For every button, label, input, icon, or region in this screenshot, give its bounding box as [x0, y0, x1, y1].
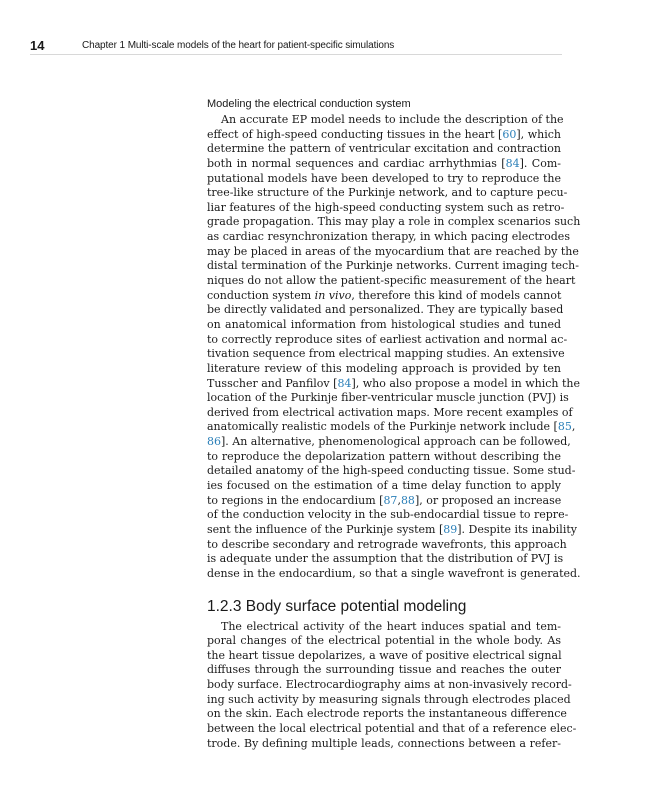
text-line: on the skin. Each electrode reports the instantaneous difference: [207, 707, 567, 721]
text-line: on anatomical information from histological studies and tuned: [207, 317, 561, 331]
text-line: between the local electrical potential and that of a reference elec-: [207, 721, 577, 735]
text-line: the heart tissue depolarizes, a wave of positive electrical signal: [207, 648, 562, 662]
text-line: poral changes of the electrical potential in the whole body. As: [207, 634, 561, 648]
text-line: 86]. An alternative, phenomenological approach can be followed,: [207, 435, 571, 449]
text-line: effect of high-speed conducting tissues in the heart [60], which: [207, 127, 561, 141]
text-line: Tusscher and Panfilov [84], who also propose a model in which the: [207, 376, 580, 390]
text-line: body surface. Electrocardiography aims at non-invasively record-: [207, 678, 572, 692]
text-line: ies focused on the estimation of a time delay function to apply: [207, 479, 561, 493]
text-line: to describe secondary and retrograde wavefronts, this approach: [207, 537, 567, 551]
text-line: niques do not allow the patient-specific measurement of the heart: [207, 274, 576, 288]
text-line: location of the Purkinje fiber-ventricular muscle junction (PVJ) is: [207, 391, 569, 405]
page-number: 14: [30, 38, 45, 53]
text-line: tree-like structure of the Purkinje network, and to capture pecu-: [207, 186, 568, 200]
text-line: detailed anatomy of the high-speed conducting tissue. Some stud-: [207, 464, 576, 478]
text-line: trode. By defining multiple leads, connections between a refer-: [207, 736, 561, 750]
text-line: literature review of this modeling approach is provided by ten: [207, 361, 561, 375]
text-line: as cardiac resynchronization therapy, in which pacing electrodes: [207, 230, 570, 244]
text-line: to correctly reproduce sites of earliest activation and normal ac-: [207, 332, 568, 346]
text-line: An accurate EP model needs to include the description of the: [221, 113, 564, 126]
body-text: [207, 98, 581, 751]
text-line: distal termination of the Purkinje networks. Current imaging tech-: [207, 259, 579, 273]
section-2-text: [207, 619, 577, 752]
paragraph-heading: Modeling the electrical conduction system: [207, 98, 411, 110]
text-line: The electrical activity of the heart induces spatial and tem-: [221, 619, 561, 633]
text-line: to regions in the endocardium [87,88], or proposed an increase: [207, 493, 562, 507]
text-line: determine the pattern of ventricular excitation and contraction: [207, 142, 561, 156]
text-line: tivation sequence from electrical mapping studies. An extensive: [207, 347, 565, 361]
text-line: conduction system in vivo, therefore this kind of models cannot: [207, 288, 562, 302]
text-line: sent the influence of the Purkinje system [89]. Despite its inability: [207, 522, 577, 536]
section-1-text: [207, 113, 581, 582]
text-line: diffuses through the surrounding tissue and reaches the outer: [207, 663, 561, 677]
text-line: may be placed in areas of the myocardium that are reached by the: [207, 244, 579, 258]
text-line: liar features of the high-speed conducting system such as retro-: [207, 200, 565, 214]
text-line: ing such activity by measuring signals through electrodes placed: [207, 692, 571, 706]
text-line: of the conduction velocity in the sub-endocardial tissue to repre-: [207, 508, 569, 522]
text-line: grade propagation. This may play a role in complex scenarios such: [207, 215, 581, 229]
text-line: both in normal sequences and cardiac arrhythmias [84]. Com-: [207, 156, 561, 170]
text-line: be directly validated and personalized. They are typically based: [207, 303, 564, 317]
text-line: to reproduce the depolarization pattern without describing the: [207, 449, 561, 463]
chapter-title: Chapter 1 Multi-scale models of the heart for patient-specific simulations: [82, 40, 395, 51]
text-line: putational models have been developed to try to reproduce the: [207, 171, 561, 185]
text-line: anatomically realistic models of the Purkinje network include [85,: [207, 420, 576, 434]
text-line: dense in the endocardium, so that a single wavefront is generated.: [207, 566, 581, 580]
text-line: is adequate under the assumption that the distribution of PVJ is: [207, 552, 564, 566]
section-heading: 1.2.3 Body surface potential modeling: [207, 597, 467, 615]
running-head: [30, 36, 562, 55]
text-line: derived from electrical activation maps. More recent examples of: [207, 405, 573, 419]
